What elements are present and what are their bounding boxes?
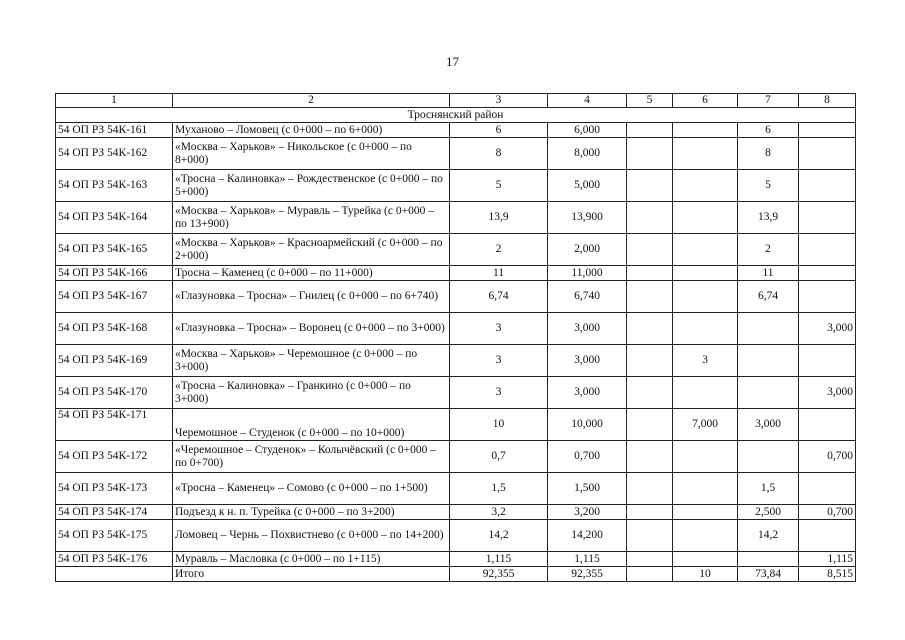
road-name-cell: «Тросна – Калиновка» – Гранкино (с 0+000 – по 3+000) [173, 377, 450, 409]
value-cell-7 [738, 552, 799, 567]
value-cell-3: 1,5 [450, 473, 548, 505]
value-cell-8: 0,700 [799, 505, 856, 520]
road-code-cell: 54 ОП РЗ 54К-173 [56, 473, 173, 505]
road-name-cell: «Глазуновка – Тросна» – Воронец (с 0+000 – по 3+000) [173, 313, 450, 345]
total-row [56, 567, 856, 582]
value-cell-6 [673, 234, 738, 266]
road-name-cell: «Тросна – Каменец» – Сомово (с 0+000 – по 1+500) [173, 473, 450, 505]
road-code-cell [56, 567, 173, 582]
road-name-cell: «Москва – Харьков» – Красноармейский (с 0+000 – по 2+000) [173, 234, 450, 266]
header-cell: 8 [799, 94, 856, 108]
value-cell-7 [738, 345, 799, 377]
road-name-cell: Муханово – Ломовец (с 0+000 – по 6+000) [173, 123, 450, 138]
header-cell: 4 [548, 94, 627, 108]
value-cell-7 [738, 377, 799, 409]
value-cell-3: 2 [450, 234, 548, 266]
value-cell-6 [673, 281, 738, 313]
value-cell-6 [673, 520, 738, 552]
road-code-cell: 54 ОП РЗ 54К-161 [56, 123, 173, 138]
road-name-cell: «Москва – Харьков» – Муравль – Турейка (с 0+000 – по 13+900) [173, 202, 450, 234]
table-row [56, 441, 856, 473]
value-cell-7: 6 [738, 123, 799, 138]
value-cell-5 [627, 441, 673, 473]
value-cell-7: 14,2 [738, 520, 799, 552]
value-cell-6 [673, 505, 738, 520]
value-cell-8: 1,115 [799, 552, 856, 567]
road-name-cell: «Москва – Харьков» – Никольское (с 0+000 – по 8+000) [173, 138, 450, 170]
total-label-cell: Итого [173, 567, 450, 582]
table-row [56, 377, 856, 409]
value-cell-6 [673, 138, 738, 170]
value-cell-5 [627, 552, 673, 567]
value-cell-6 [673, 202, 738, 234]
table-row [56, 234, 856, 266]
value-cell-6: 7,000 [673, 409, 738, 441]
value-cell-6 [673, 377, 738, 409]
value-cell-3: 92,355 [450, 567, 548, 582]
value-cell-7: 6,74 [738, 281, 799, 313]
value-cell-4: 92,355 [548, 567, 627, 582]
value-cell-8 [799, 409, 856, 441]
value-cell-5 [627, 138, 673, 170]
value-cell-5 [627, 170, 673, 202]
value-cell-4: 1,115 [548, 552, 627, 567]
table-row [56, 138, 856, 170]
column-number-header [56, 94, 856, 108]
table-row [56, 505, 856, 520]
value-cell-6 [673, 473, 738, 505]
value-cell-4: 1,500 [548, 473, 627, 505]
road-code-cell: 54 ОП РЗ 54К-167 [56, 281, 173, 313]
header-cell: 1 [56, 94, 173, 108]
road-name-cell: «Глазуновка – Тросна» – Гнилец (с 0+000 – по 6+740) [173, 281, 450, 313]
value-cell-4: 6,000 [548, 123, 627, 138]
value-cell-4: 0,700 [548, 441, 627, 473]
value-cell-6 [673, 313, 738, 345]
value-cell-8 [799, 473, 856, 505]
value-cell-3: 3,2 [450, 505, 548, 520]
value-cell-4: 2,000 [548, 234, 627, 266]
road-code-cell: 54 ОП РЗ 54К-172 [56, 441, 173, 473]
road-name-cell: Подъезд к н. п. Турейка (с 0+000 – по 3+200) [173, 505, 450, 520]
road-code-cell: 54 ОП РЗ 54К-165 [56, 234, 173, 266]
value-cell-8 [799, 281, 856, 313]
value-cell-7: 8 [738, 138, 799, 170]
road-code-cell: 54 ОП РЗ 54К-169 [56, 345, 173, 377]
road-name-cell: Тросна – Каменец (с 0+000 – по 11+000) [173, 266, 450, 281]
value-cell-6 [673, 552, 738, 567]
value-cell-4: 6,740 [548, 281, 627, 313]
table-row [56, 170, 856, 202]
value-cell-3: 10 [450, 409, 548, 441]
value-cell-7: 2,500 [738, 505, 799, 520]
district-row [56, 108, 856, 123]
value-cell-5 [627, 505, 673, 520]
road-code-cell: 54 ОП РЗ 54К-162 [56, 138, 173, 170]
value-cell-5 [627, 567, 673, 582]
value-cell-4: 10,000 [548, 409, 627, 441]
value-cell-8 [799, 170, 856, 202]
value-cell-3: 14,2 [450, 520, 548, 552]
table-row [56, 520, 856, 552]
value-cell-7: 11 [738, 266, 799, 281]
value-cell-3: 1,115 [450, 552, 548, 567]
value-cell-6 [673, 441, 738, 473]
value-cell-6 [673, 123, 738, 138]
value-cell-8: 8,515 [799, 567, 856, 582]
table-row [56, 123, 856, 138]
value-cell-3: 11 [450, 266, 548, 281]
value-cell-3: 3 [450, 313, 548, 345]
table-row [56, 313, 856, 345]
value-cell-5 [627, 123, 673, 138]
value-cell-5 [627, 234, 673, 266]
page-number: 17 [446, 54, 459, 69]
value-cell-3: 3 [450, 377, 548, 409]
road-name-cell: «Черемошное – Студенок» – Колычёвский (с 0+000 – по 0+700) [173, 441, 450, 473]
value-cell-8 [799, 345, 856, 377]
header-cell: 7 [738, 94, 799, 108]
value-cell-8: 0,700 [799, 441, 856, 473]
value-cell-4: 3,000 [548, 313, 627, 345]
header-cell: 5 [627, 94, 673, 108]
value-cell-3: 5 [450, 170, 548, 202]
value-cell-3: 0,7 [450, 441, 548, 473]
value-cell-7: 13,9 [738, 202, 799, 234]
value-cell-3: 6,74 [450, 281, 548, 313]
road-code-cell: 54 ОП РЗ 54К-171 [56, 409, 173, 441]
header-cell: 2 [173, 94, 450, 108]
road-name-cell: «Москва – Харьков» – Черемошное (с 0+000 – по 3+000) [173, 345, 450, 377]
value-cell-8: 3,000 [799, 377, 856, 409]
value-cell-8 [799, 266, 856, 281]
value-cell-5 [627, 520, 673, 552]
value-cell-5 [627, 473, 673, 505]
road-code-cell: 54 ОП РЗ 54К-176 [56, 552, 173, 567]
road-code-cell: 54 ОП РЗ 54К-174 [56, 505, 173, 520]
value-cell-4: 8,000 [548, 138, 627, 170]
value-cell-7: 73,84 [738, 567, 799, 582]
value-cell-5 [627, 313, 673, 345]
table-row [56, 281, 856, 313]
table-row [56, 345, 856, 377]
table-row [56, 552, 856, 567]
roads-table [55, 93, 856, 582]
value-cell-4: 3,000 [548, 345, 627, 377]
value-cell-6 [673, 266, 738, 281]
road-code-cell: 54 ОП РЗ 54К-166 [56, 266, 173, 281]
value-cell-3: 3 [450, 345, 548, 377]
value-cell-7: 2 [738, 234, 799, 266]
value-cell-8 [799, 138, 856, 170]
district-name: Троснянский район [56, 108, 856, 123]
value-cell-8 [799, 123, 856, 138]
value-cell-8 [799, 234, 856, 266]
table-row [56, 266, 856, 281]
value-cell-4: 14,200 [548, 520, 627, 552]
table-row [56, 409, 856, 441]
value-cell-7: 1,5 [738, 473, 799, 505]
road-code-cell: 54 ОП РЗ 54К-164 [56, 202, 173, 234]
value-cell-7: 5 [738, 170, 799, 202]
value-cell-5 [627, 266, 673, 281]
header-cell: 3 [450, 94, 548, 108]
value-cell-7 [738, 441, 799, 473]
value-cell-3: 13,9 [450, 202, 548, 234]
value-cell-7: 3,000 [738, 409, 799, 441]
value-cell-6: 3 [673, 345, 738, 377]
road-name-cell: «Тросна – Калиновка» – Рождественское (с 0+000 – по 5+000) [173, 170, 450, 202]
table-row [56, 202, 856, 234]
value-cell-3: 6 [450, 123, 548, 138]
value-cell-6 [673, 170, 738, 202]
road-name-cell: Ломовец – Чернь – Похвистнево (с 0+000 – по 14+200) [173, 520, 450, 552]
road-name-cell: Черемошное – Студенок (с 0+000 – по 10+000) [173, 409, 450, 441]
value-cell-5 [627, 377, 673, 409]
road-code-cell: 54 ОП РЗ 54К-163 [56, 170, 173, 202]
value-cell-5 [627, 202, 673, 234]
road-name-cell: Муравль – Масловка (с 0+000 – по 1+115) [173, 552, 450, 567]
value-cell-5 [627, 281, 673, 313]
value-cell-5 [627, 409, 673, 441]
value-cell-6: 10 [673, 567, 738, 582]
value-cell-4: 3,000 [548, 377, 627, 409]
value-cell-8 [799, 202, 856, 234]
road-code-cell: 54 ОП РЗ 54К-170 [56, 377, 173, 409]
value-cell-7 [738, 313, 799, 345]
road-code-cell: 54 ОП РЗ 54К-175 [56, 520, 173, 552]
table-row [56, 473, 856, 505]
value-cell-4: 11,000 [548, 266, 627, 281]
value-cell-4: 13,900 [548, 202, 627, 234]
value-cell-5 [627, 345, 673, 377]
value-cell-8 [799, 520, 856, 552]
value-cell-3: 8 [450, 138, 548, 170]
value-cell-4: 5,000 [548, 170, 627, 202]
header-cell: 6 [673, 94, 738, 108]
road-code-cell: 54 ОП РЗ 54К-168 [56, 313, 173, 345]
value-cell-4: 3,200 [548, 505, 627, 520]
value-cell-8: 3,000 [799, 313, 856, 345]
